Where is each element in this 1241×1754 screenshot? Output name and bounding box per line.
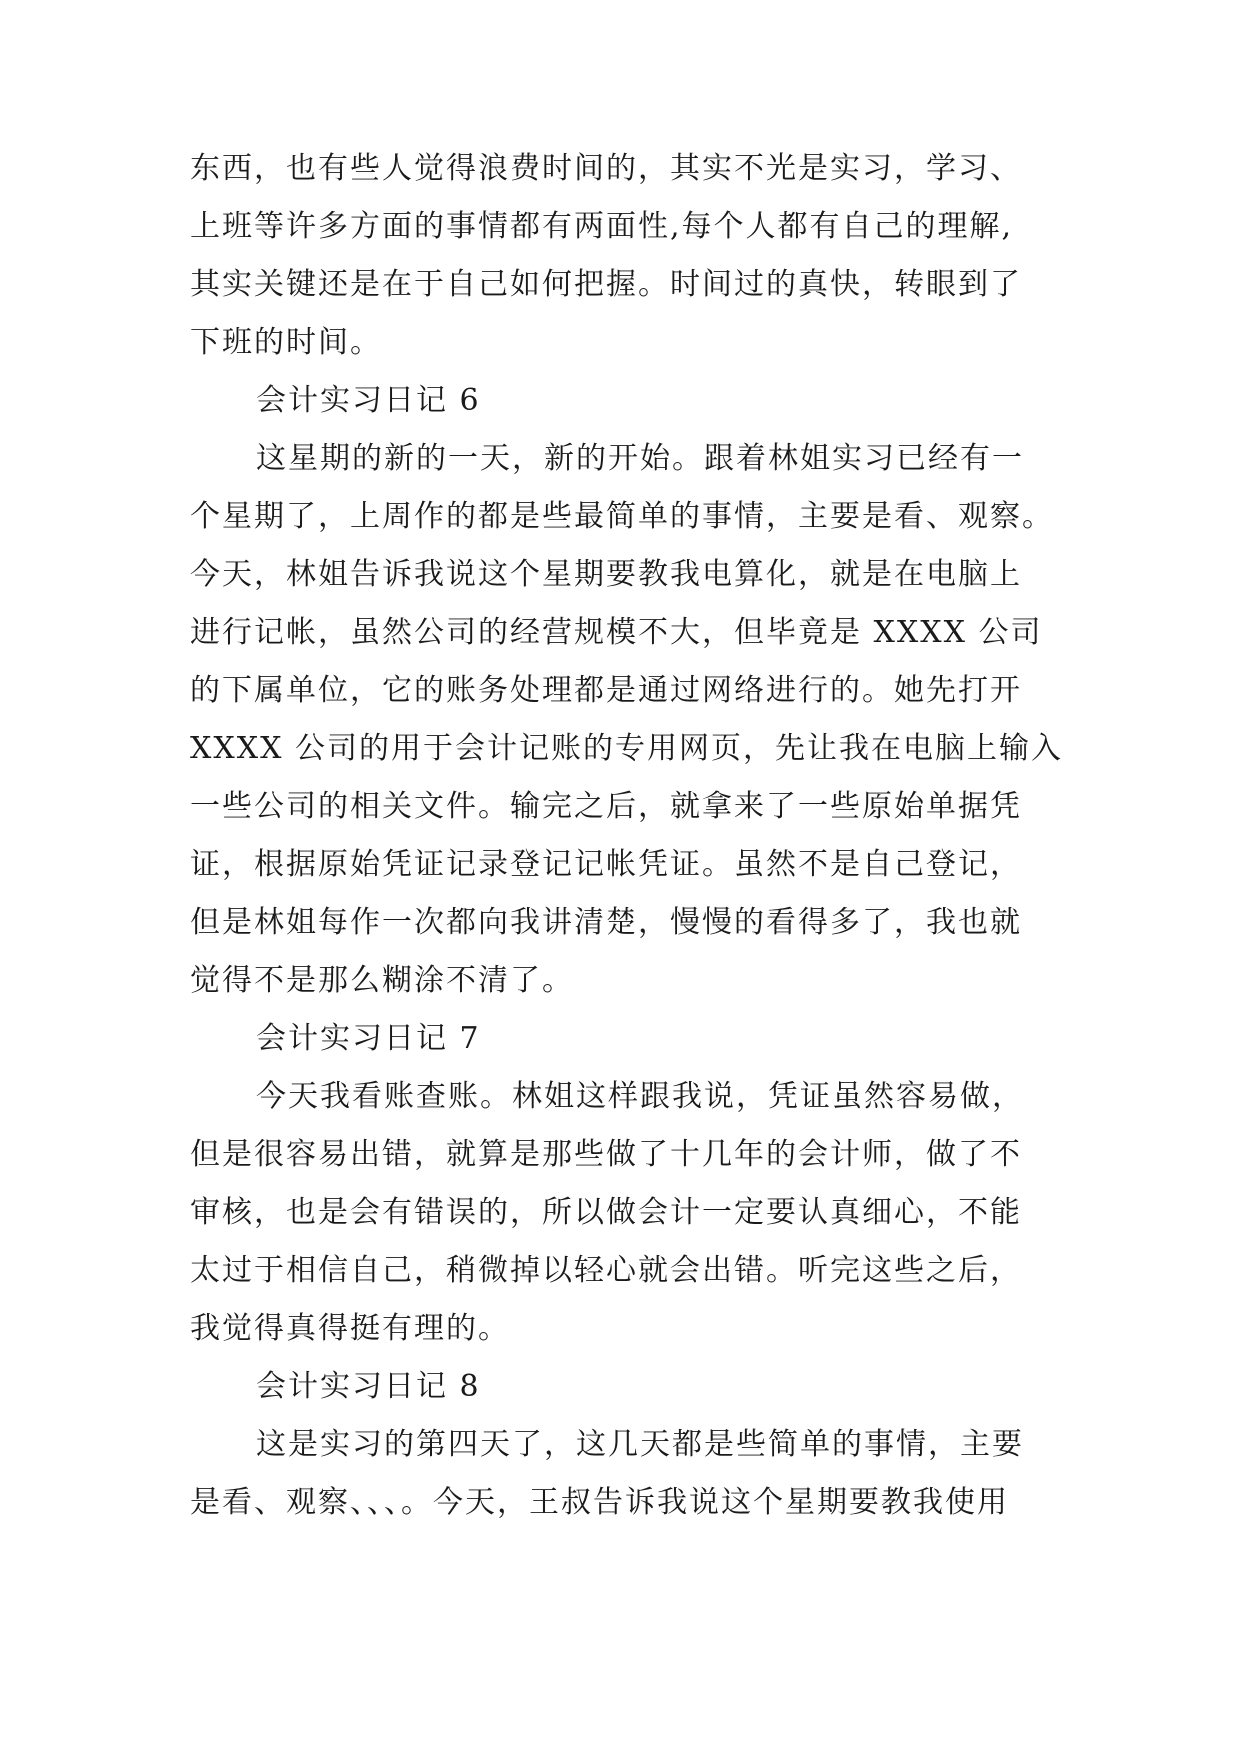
text-line: 太过于相信自己，稍微掉以轻心就会出错。听完这些之后， [190,1253,1022,1288]
section-heading: 会计实习日记 8 [256,1369,481,1404]
text-line: 进行记帐，虽然公司的经营规模不大，但毕竟是 XXXX 公司 [190,615,1043,650]
text-line: 今天，林姐告诉我说这个星期要教我电算化，就是在电脑上 [190,557,1022,592]
text-line: 是看、观察、、、。今天，王叔告诉我说这个星期要教我使用 [190,1485,1009,1520]
text-line: 觉得不是那么糊涂不清了。 [190,963,574,998]
text-line: 的下属单位，它的账务处理都是通过网络进行的。她先打开 [190,673,1022,708]
text-line: 今天我看账查账。林姐这样跟我说，凭证虽然容易做， [256,1079,1024,1114]
text-line: 上班等许多方面的事情都有两面性,每个人都有自己的理解, [190,209,1014,244]
text-line: 下班的时间。 [190,325,382,360]
text-line: 个星期了，上周作的都是些最简单的事情，主要是看、观察。 [190,499,1054,534]
text-line: 证，根据原始凭证记录登记记帐凭证。虽然不是自己登记， [190,847,1022,882]
text-line: 这是实习的第四天了，这几天都是些简单的事情，主要 [256,1427,1024,1462]
section-heading: 会计实习日记 6 [256,383,481,418]
text-line: 这星期的新的一天，新的开始。跟着林姐实习已经有一 [256,441,1024,476]
section-heading: 会计实习日记 7 [256,1021,481,1056]
text-line: 但是林姐每作一次都向我讲清楚，慢慢的看得多了，我也就 [190,905,1022,940]
text-line: 我觉得真得挺有理的。 [190,1311,510,1346]
text-line: 其实关键还是在于自己如何把握。时间过的真快，转眼到了 [190,267,1022,302]
text-line: 一些公司的相关文件。输完之后，就拿来了一些原始单据凭 [190,789,1022,824]
text-line: XXXX 公司的用于会计记账的专用网页，先让我在电脑上输入 [190,731,1063,766]
text-line: 但是很容易出错，就算是那些做了十几年的会计师，做了不 [190,1137,1022,1172]
text-line: 东西，也有些人觉得浪费时间的，其实不光是实习，学习、 [190,151,1022,186]
text-line: 审核，也是会有错误的，所以做会计一定要认真细心，不能 [190,1195,1022,1230]
document-body [190,140,1090,1532]
